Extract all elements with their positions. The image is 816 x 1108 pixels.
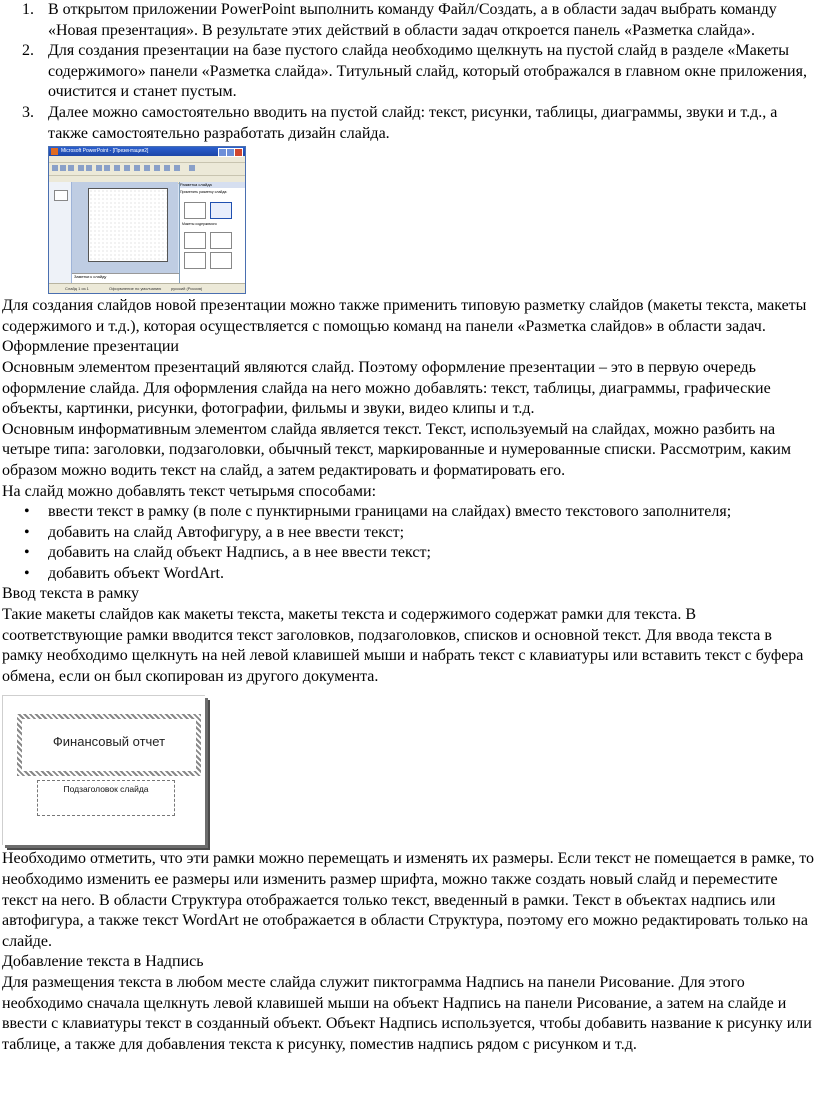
layout-thumb [184,232,206,249]
slide-thumbnail [54,190,68,201]
bullet-icon: • [24,503,30,521]
bullet-icon: • [24,564,30,582]
blank-slide [88,188,168,262]
subtitle-placeholder-text: Подзаголовок слайда [63,784,149,795]
paragraph: Для размещения текста в любом месте слайда служит пиктограмма Надпись на панели Рисование. Для этого необходимо сначала щелкнуть левой клавишей мыши на объект Надпись на панели Рисование, а затем на слайде и ввести с клавиатуры текст в созданный объект. Объект Надпись используется, чтобы добавить название к рисунку или таблице, а также для добавления текста к рисунку, поместив надпись рядом с рисунком и т.д. [2,974,812,1053]
bullet-icon: • [24,523,30,541]
status-design: Оформление по умолчанию [109,286,162,292]
notes-area [72,273,180,283]
layout-thumb-selected [210,202,232,219]
layout-thumb [210,252,232,269]
menu-bar [49,156,245,163]
status-language: русский (Россия) [171,286,203,292]
window-title: Microsoft PowerPoint - [Презентация2] [61,148,149,155]
status-slide: Слайд 1 из 1 [65,286,89,292]
status-bar [49,283,245,293]
slide-area [72,182,178,273]
layout-thumb [184,202,206,219]
list-number: 1. [22,1,34,18]
bullet-icon: • [24,544,30,562]
list-item [0,41,816,103]
layout-thumb [210,232,232,249]
list-item-text: Далее можно самостоятельно вводить на пустой слайд: текст, рисунки, таблицы, диаграммы, звуки и т.д., а также самостоятельно разработать дизайн слайда. [48,103,778,142]
paragraph: Для создания слайдов новой презентации можно также применить типовую разметку слайдов (макеты текста, макеты содержимого и т.д.), которая осуществляется с помощью команд на панели «Разметка слайдов» в области задач. [2,297,807,335]
task-pane-section: Макеты содержимого [182,222,217,227]
list-item [0,564,816,585]
list-item-text: добавить на слайд объект Надпись, а в нее ввести текст; [48,544,431,562]
subtitle-placeholder [37,780,175,816]
window-title-bar [49,147,245,156]
list-item [0,103,816,144]
list-item-text: добавить объект WordArt. [48,564,224,582]
title-placeholder-text: Финансовый отчет [52,734,166,750]
layout-thumb [184,252,206,269]
close-icon [234,148,243,157]
section-heading: Оформление презентации [2,338,179,356]
paragraph: Основным элементом презентаций являются слайд. Поэтому оформление презентации – это в первую очередь оформление слайда. Для оформления слайда на него можно добавлять: текст, таблицы, диаграммы, графические объекты, картинки, рисунки, фотографии, фильмы и звуки, видео клипы и т.д. [2,358,771,418]
section-heading: Добавление текста в Надпись [2,953,204,971]
list-item-text: ввести текст в рамку (в поле с пунктирными границами на слайдах) вместо текстового заполнителя; [48,503,732,521]
steps-list [0,0,816,144]
notes-label: Заметки к слайду [74,274,107,280]
powerpoint-app-icon [51,148,58,155]
list-item [0,0,816,41]
slide-frame-figure [2,695,205,845]
list-item [0,523,816,544]
list-number: 3. [22,103,34,121]
slides-panel [49,182,72,283]
list-number: 2. [22,42,34,60]
title-placeholder [17,714,201,776]
task-pane-section: Применить разметку слайда: [180,190,228,195]
list-item-text: В открытом приложении PowerPoint выполнить команду Файл/Создать, а в области задач выбрать команду «Новая презентация». В результате этих действий в области задач откроется панель «Разметка слайда». [48,1,777,39]
paragraph: На слайд можно добавлять текст четырьмя способами: [2,482,377,500]
paragraph: Основным информативным элементом слайда является текст. Текст, используемый на слайдах, можно разбить на четыре типа: заголовки, подзаголовки, обычный текст, маркированные и нумерованные списки. Рассмотрим, каким образом можно водить текст на слайд, а затем редактировать и форматировать его. [2,420,791,479]
list-item-text: Для создания презентации на базе пустого слайда необходимо щелкнуть на пустой слайд в разделе «Макеты содержимого» панели «Разметка слайда». Титульный слайд, который отображался в главном окне приложения, очистится и станет пустым. [48,42,807,101]
powerpoint-screenshot [48,146,246,294]
task-pane-title: Разметка слайда [180,182,245,188]
task-pane [179,182,245,283]
bullet-list [0,502,816,584]
list-item-text: добавить на слайд Автофигуру, а в нее ввести текст; [48,523,405,541]
toolbar [49,163,245,176]
list-item [0,502,816,523]
paragraph: Необходимо отметить, что эти рамки можно перемещать и изменять их размеры. Если текст не помещается в рамке, то необходимо изменить ее размеры или изменить размер шрифта, можно также создать новый слайд и переместите текст на него. В области Структура отображается только текст, введенный в рамки. Текст в объектах надпись или автофигура, а также текст WordArt не отображается в области Структура, поэтому его можно редактировать только на слайде. [2,850,814,950]
section-heading: Ввод текста в рамку [2,585,139,603]
paragraph: Такие макеты слайдов как макеты текста, макеты текста и содержимого содержат рамки для текста. В соответствующие рамки вводится текст заголовков, подзаголовков, списков и основной текст. Для ввода текста в рамку необходимо щелкнуть на ней левой клавишей мыши и набрать текст с клавиатуры или вставить текст с буфера обмена, если он был скопирован из другого документа. [2,606,804,685]
list-item [0,543,816,564]
